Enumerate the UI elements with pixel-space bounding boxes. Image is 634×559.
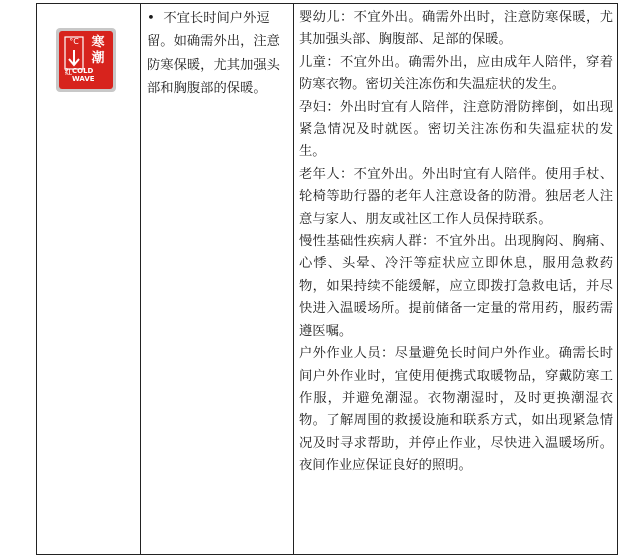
protective-measures-cell <box>147 7 289 100</box>
warning-title-line2: 潮 <box>91 51 105 66</box>
guidance-table <box>36 3 618 555</box>
bullet-marker: • <box>147 11 155 26</box>
column-divider <box>293 4 294 554</box>
group-guidance-cell <box>299 7 613 478</box>
warning-title-line1: 寒 <box>91 35 105 50</box>
group-children: 儿童：不宜外出。确需外出，应由成年人陪伴，穿着防寒衣物。密切关注冻伤和失温症状的发生。 <box>299 54 613 93</box>
warning-footer <box>62 67 110 83</box>
group-infants: 婴幼儿：不宜外出。确需外出时，注意防寒保暖，尤其加强头部、胸腹部、足部的保暖。 <box>299 10 613 48</box>
group-outdoor-workers: 户外作业人员：尽量避免长时间户外作业。确需长时间户外作业时，宜使用便携式取暖物品，穿戴防寒工作服，并避免潮湿。衣物潮湿时，及时更换潮湿衣物。了解周围的救援设施和联系方式，如出现紧急情况及时寻求帮助，并停止作业，尽快进入温暖场所。夜间作业应保证良好的照明。 <box>299 346 613 474</box>
celsius-symbol: °C <box>69 37 79 46</box>
warning-title <box>86 35 110 67</box>
measure-text: 不宜长时间户外逗留。如确需外出，注意防寒保暖，尤其加强头部和胸腹部的保暖。 <box>147 11 280 96</box>
group-elderly: 老年人：不宜外出。外出时宜有人陪伴。使用手杖、轮椅等助行器的老年人注意设备的防滑。独居老人注意与家人、朋友或社区工作人员保持联系。 <box>299 166 613 227</box>
measure-item <box>147 7 289 100</box>
column-divider <box>140 4 141 554</box>
group-chronic-disease: 慢性基础性疾病人群：不宜外出。出现胸闷、胸痛、心悸、头晕、冷汗等症状应立即休息，服用急救药物，如果持续不能缓解，应立即拨打急救电话，并尽快进入温暖场所。提前储备一定量的常用药，服药需遵医嘱。 <box>299 234 613 339</box>
cold-wave-red-warning-icon <box>56 28 116 92</box>
warning-english-label: COLD WAVE <box>72 67 95 83</box>
warning-plate <box>59 31 113 89</box>
group-pregnant: 孕妇：外出时宜有人陪伴，注意防滑防摔倒，如出现紧急情况及时就医。密切关注冻伤和失温症状的发生。 <box>299 99 613 160</box>
warning-level: 红 <box>65 68 72 76</box>
